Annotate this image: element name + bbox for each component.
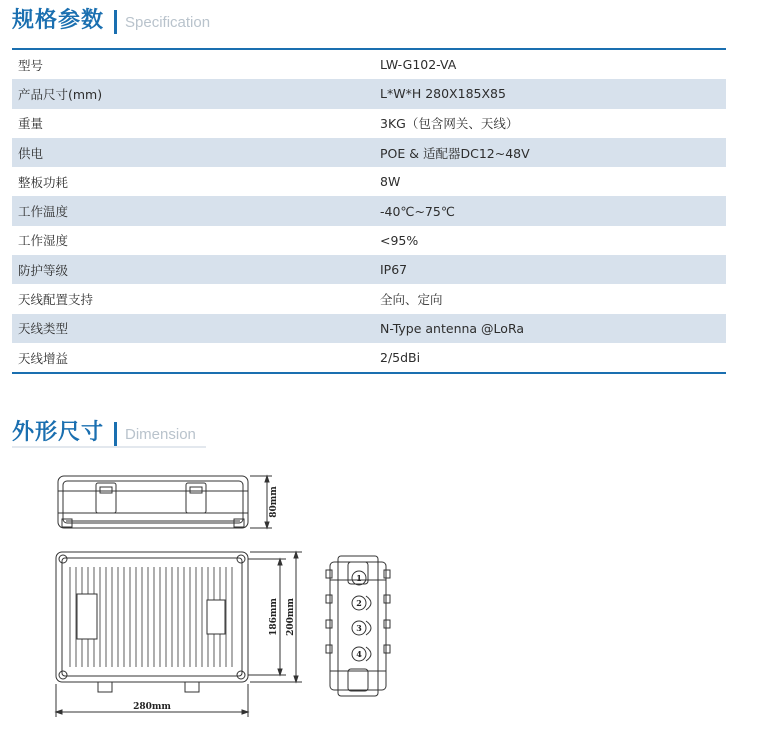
spec-row [12,255,726,284]
dimension-drawing [0,455,758,749]
spec-row [12,226,726,255]
length-label: 280mm [133,702,171,712]
title-divider [114,10,117,34]
inner-width-label: 186mm [269,598,279,636]
spec-key: 天线配置支持 [18,292,94,308]
spec-value: POE & 适配器DC12~48V [375,138,726,167]
spec-key: 防护等级 [12,255,375,284]
spec-key: 型号 [18,57,44,73]
spec-value: N-Type antenna @LoRa [375,314,726,343]
dimension-heading [12,420,196,446]
spec-row [12,138,726,167]
port-number: 4 [356,649,362,659]
dimension-title: 外形尺寸 [12,420,105,445]
spec-value: 8W [380,174,401,190]
spec-row [12,284,726,313]
spec-row [12,109,726,138]
front-view [56,552,248,692]
spec-key: 天线增益 [12,343,375,373]
spec-row [12,50,726,79]
spec-key: 供电 [12,138,375,167]
spec-row [12,196,726,225]
port-number: 2 [356,598,362,608]
spec-key: 工作湿度 [18,233,69,249]
spec-subtitle: Specification [125,14,211,31]
side-view [58,476,248,528]
spec-value: IP67 [375,255,726,284]
spec-key: 重量 [18,116,44,132]
title-divider [114,422,117,446]
spec-value: L*W*H 280X185X85 [375,79,726,108]
spec-row [12,79,726,108]
spec-value: LW-G102-VA [380,57,457,73]
spec-key: 整板功耗 [18,174,69,190]
dimension-subtitle: Dimension [125,426,196,443]
port-number: 1 [356,573,362,583]
height-label: 80mm [269,486,279,518]
outer-width-label: 200mm [286,598,296,636]
port-number: 3 [356,623,362,633]
dimension-rule [12,446,206,448]
spec-value: 全向、定向 [380,292,443,308]
spec-value: 2/5dBi [375,343,726,373]
spec-value: <95% [380,232,419,248]
spec-row [12,314,726,343]
spec-key: 工作温度 [12,196,375,225]
spec-title: 规格参数 [12,8,105,33]
spec-key: 天线类型 [12,314,375,343]
spec-key: 产品尺寸(mm) [12,79,375,108]
spec-value: 3KG（包含网关、天线） [380,116,519,132]
spec-value: -40℃~75℃ [375,196,726,225]
spec-heading [12,8,210,34]
spec-row [12,167,726,196]
spec-row [12,343,726,373]
spec-table [12,50,726,374]
